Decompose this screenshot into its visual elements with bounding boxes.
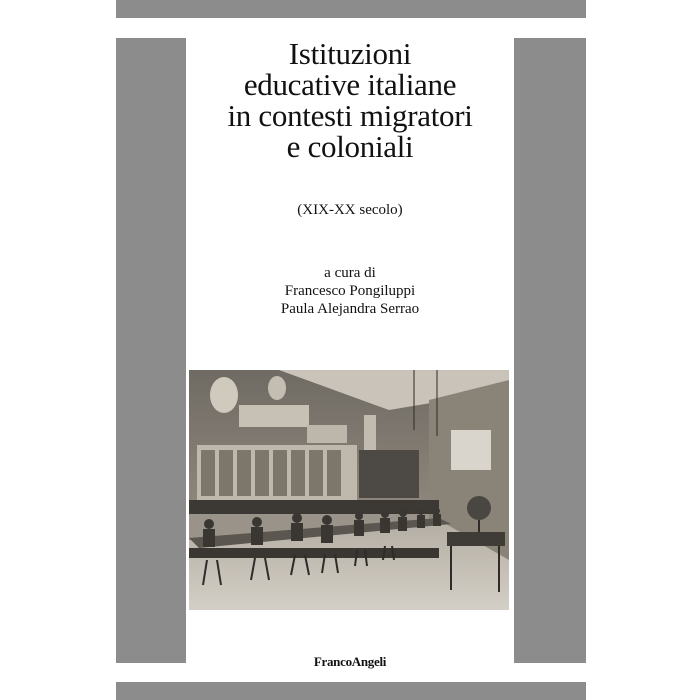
- book-cover: [188, 36, 512, 669]
- editor-name: Paula Alejandra Serrao: [280, 301, 420, 317]
- publisher-logo: FrancoAngeli: [313, 654, 387, 669]
- bottom-frame-bar: [116, 682, 586, 700]
- editors-intro: a cura di: [324, 265, 376, 281]
- right-frame-bar: [514, 38, 586, 663]
- title-line: e coloniali: [286, 129, 414, 164]
- book-subtitle: (XIX-XX secolo): [297, 202, 403, 218]
- top-frame-bar: [116, 0, 586, 18]
- left-frame-bar: [116, 38, 186, 663]
- title-line: in contesti migratori: [227, 98, 473, 133]
- classroom-photo: [189, 370, 509, 610]
- book-title: [188, 38, 512, 162]
- classroom-photo-illustration: [189, 370, 509, 610]
- editors-block: [188, 264, 512, 318]
- editor-name: Francesco Pongiluppi: [284, 283, 416, 299]
- title-line: educative italiane: [243, 67, 457, 102]
- title-line: Istituzioni: [288, 36, 412, 71]
